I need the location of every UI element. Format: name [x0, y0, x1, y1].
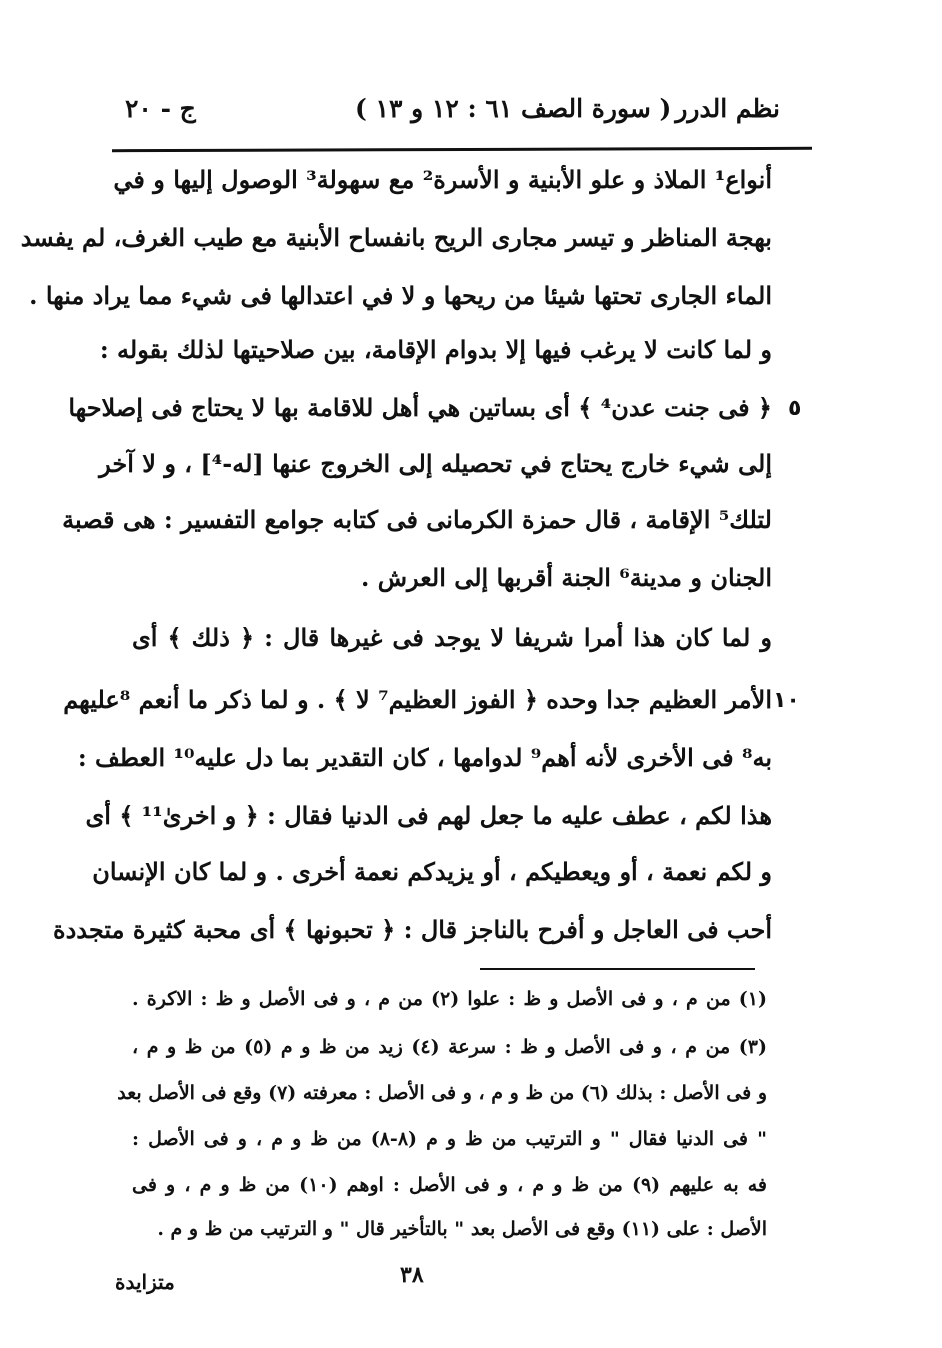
- footnote-rule: [480, 968, 755, 970]
- footnote-line-2: (٣) من م ، و فى الأصل و ظ : سرعة (٤) زيد من ظ و م (٥) من ظ و م ،: [132, 1036, 767, 1058]
- body-line-13: و لكم نعمة ، أو ويعطيكم ، أو يزيدكم نعمة أخرى . و لما كان الإنسان: [92, 857, 772, 886]
- catchword: متزايدة: [115, 1270, 175, 1294]
- line-number-5: ٥: [788, 396, 802, 421]
- body-line-6: إلى شيء خارج يحتاج في تحصيله إلى الخروج عنها [له-⁴] ، و لا آخر: [99, 449, 772, 478]
- body-line-10: الأمر العظيم جدا وحده ﴿ الفوز العظيم⁷ لا ﴾ . و لما ذكر ما أنعم ⁸عليهم: [63, 685, 772, 714]
- page-number: ٣٨: [400, 1262, 424, 1288]
- footnote-line-6: الأصل : على (١١) وقع فى الأصل بعد " بالتأخير قال " و الترتيب من ظ و م .: [157, 1218, 767, 1240]
- body-line-11: به⁸ فى الأخرى لأنه أهم⁹ لدوامها ، كان التقدير بما دل عليه¹⁰ العطف :: [77, 743, 772, 772]
- body-line-12: هذا لكم ، عطف عليه ما جعل لهم فى الدنيا فقال : ﴿ و اخرىٰ¹¹ ﴾ أى: [85, 801, 772, 830]
- body-line-7: لتلك⁵ الإقامة ، قال حمزة الكرمانى فى كتابه جوامع التفسير : هى قصبة: [62, 505, 772, 534]
- header-rule: [112, 147, 812, 152]
- body-line-14: أحب فى العاجل و أفرح بالناجز قال : ﴿ تحبونها ﴾ أى محبة كثيرة متجددة: [53, 915, 772, 944]
- body-line-3: الماء الجارى تحتها شيئا من ريحها و لا في اعتدالها فى شيء مما يراد منها .: [29, 281, 772, 310]
- footnote-line-5: فه به عليهم (٩) من ظ و م ، و فى الأصل : اوهم (١٠) من ظ و م ، و فى: [132, 1174, 768, 1196]
- footnote-line-1: (١) من م ، و فى الأصل و ظ : علوا (٢) من م ، و فى الأصل و ظ : الاكرة .: [132, 988, 767, 1010]
- body-line-2: بهجة المناظر و تيسر مجارى الريح بانفساح الأبنية مع طيب الغرف، لم يفسد: [20, 223, 772, 252]
- body-line-1: أنواع¹ الملاذ و علو الأبنية و الأسرة² مع سهولة³ الوصول إليها و في: [113, 165, 772, 194]
- body-line-5: ﴿ فى جنت عدن⁴ ﴾ أى بساتين هي أهل للاقامة بها لا يحتاج فى إصلاحها: [68, 393, 772, 422]
- footnote-line-4: " فى الدنيا فقال " و الترتيب من ظ و م (٨-٨) من ظ و م ، و فى الأصل :: [132, 1128, 767, 1150]
- surah-reference: ( سورة الصف ٦١ : ١٢ و ١٣ ): [355, 94, 672, 123]
- book-title: نظم الدرر: [675, 94, 780, 123]
- footnote-line-3: و فى الأصل : بذلك (٦) من ظ و م ، و فى الأصل : معرفته (٧) وقع فى الأصل بعد: [117, 1082, 767, 1104]
- body-line-9: و لما كان هذا أمرا شريفا لا يوجد فى غيرها قال : ﴿ ذلك ﴾ أى: [132, 623, 772, 652]
- body-line-8: الجنان و مدينة⁶ الجنة أقربها إلى العرش .: [361, 563, 772, 592]
- line-number-10: ١٠: [773, 688, 800, 713]
- body-line-4: و لما كانت لا يرغب فيها إلا بدوام الإقامة، بين صلاحيتها لذلك بقوله :: [99, 335, 772, 364]
- volume-number: ج - ٢٠: [125, 94, 196, 123]
- page-header: [115, 88, 780, 136]
